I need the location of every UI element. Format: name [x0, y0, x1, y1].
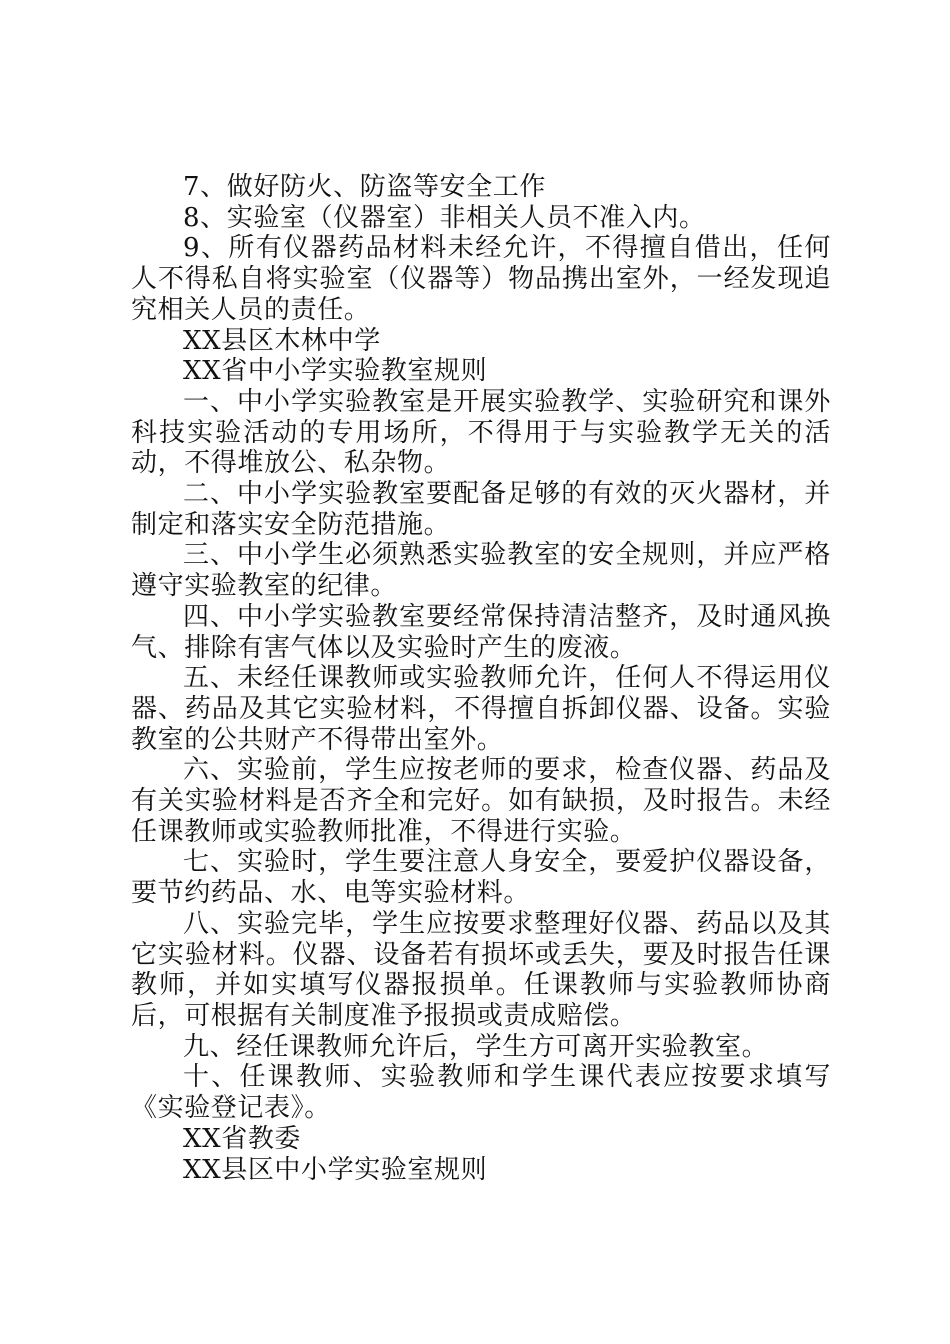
rule-7: 7、做好防火、防盗等安全工作 [183, 172, 546, 202]
provincial-rule-10: 十、任课教师、实验教师和学生课代表应按要求填写《实验登记表》。 [131, 1062, 831, 1124]
rule-8: 8、实验室（仪器室）非相关人员不准入内。 [183, 202, 706, 233]
section-title-provincial-rules: XX省中小学实验教室规则 [183, 356, 488, 387]
provincial-rule-1: 一、中小学实验教室是开展实验教学、实验研究和课外科技实验活动的专用场所，不得用于与实验教学无关的活动，不得堆放公、私杂物。 [131, 386, 831, 479]
school-signature: XX县区木林中学 [183, 325, 381, 356]
provincial-rule-5: 五、未经任课教师或实验教师允许，任何人不得运用仪器、药品及其它实验材料，不得擅自拆卸仪器、设备。实验教室的公共财产不得带出室外。 [131, 663, 831, 755]
education-commission-signature: XX省教委 [183, 1123, 302, 1154]
rule-9: 9、所有仪器药品材料未经允许，不得擅自借出，任何人不得私自将实验室（仪器等）物品携出室外，一经发现追究相关人员的责任。 [131, 233, 831, 325]
document-body [131, 172, 831, 1185]
provincial-rule-3: 三、中小学生必须熟悉实验教室的安全规则，并应严格遵守实验教室的纪律。 [131, 540, 831, 602]
provincial-rule-2: 二、中小学实验教室要配备足够的有效的灭火器材，并制定和落实安全防范措施。 [131, 479, 831, 540]
provincial-rule-8: 八、实验完毕，学生应按要求整理好仪器、药品以及其它实验材料。仪器、设备若有损坏或丢失，要及时报告任课教师，并如实填写仪器报损单。任课教师与实验教师协商后，可根据有关制度准予报损或责成赔偿。 [131, 908, 831, 1031]
section-title-county-rules: XX县区中小学实验室规则 [183, 1154, 488, 1185]
provincial-rule-4: 四、中小学实验教室要经常保持清洁整齐，及时通风换气、排除有害气体以及实验时产生的废液。 [131, 601, 831, 663]
provincial-rule-7: 七、实验时，学生要注意人身安全，要爱护仪器设备，要节约药品、水、电等实验材料。 [131, 847, 831, 909]
provincial-rule-9: 九、经任课教师允许后，学生方可离开实验教室。 [183, 1031, 769, 1062]
provincial-rule-6: 六、实验前，学生应按老师的要求，检查仪器、药品及有关实验材料是否齐全和完好。如有缺损，及时报告。未经任课教师或实验教师批准，不得进行实验。 [131, 755, 831, 847]
